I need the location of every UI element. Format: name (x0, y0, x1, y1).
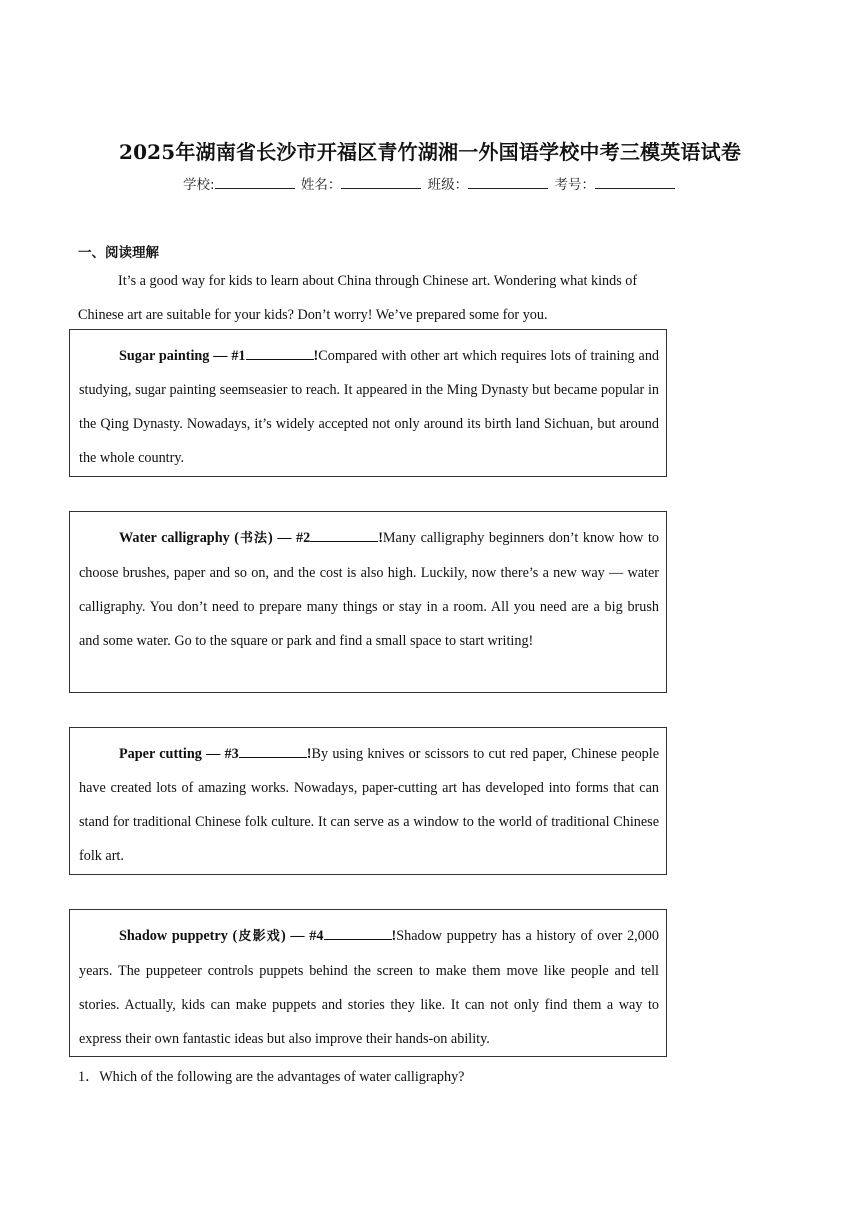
passage-heading: Sugar painting — #1 (119, 348, 246, 364)
exclamation-mark: ! (391, 928, 397, 944)
passage-heading-tail: ) — #2 (267, 530, 311, 546)
student-info-line (0, 173, 860, 193)
school-label: 学校: (183, 177, 215, 193)
name-label: 姓名： (300, 177, 342, 193)
passage-body: Many calligraphy beginners don’t know how to choose brushes, paper and so on, and the cost is also high. Luckily, now there’s a new way — water calligraphy. You don’t need to prepare many things or stay in a room. All you need are a big brush and some water. Go to the square or park and find a small space to start writing! (79, 530, 659, 649)
passage-body: Shadow puppetry has a history of over 2,000 years. The puppeteer controls puppets behind the screen to make them move like people and tell stories. Actually, kids can make puppets and stories they like. It can not only find them a way to express their own fantastic ideas but also improve their hands-on ability. (79, 928, 659, 1047)
page-title: 2025年湖南省长沙市开福区青竹湖湘一外国语学校中考三模英语试卷 (118, 140, 742, 164)
passage-box-sugar-painting (69, 329, 667, 477)
exclamation-mark: ! (313, 348, 319, 364)
passage-paragraph (79, 339, 659, 475)
exclamation-mark: ! (378, 530, 383, 546)
section-heading: 一、阅读理解 (78, 245, 159, 261)
passage-paragraph (79, 737, 659, 873)
passage-heading-tail: ) — #4 (280, 928, 324, 944)
name-blank[interactable] (341, 175, 421, 189)
intro-paragraph (78, 264, 678, 332)
exam-number-blank[interactable] (595, 175, 675, 189)
passage-heading-chinese: 书法 (238, 531, 268, 546)
class-blank[interactable] (468, 175, 548, 189)
intro-text: It’s a good way for kids to learn about China through Chinese art. Wondering what kinds of Chinese art are suitable for your kids? Don’t worry! We’ve prepared some for you. (78, 273, 638, 323)
passage-heading: Water calligraphy ( (119, 530, 239, 546)
answer-blank-4[interactable] (324, 927, 392, 940)
passage-body: By using knives or scissors to cut red paper, Chinese people have created lots of amazing works. Nowadays, paper-cutting art has developed into forms that can stand for traditional Chinese folk culture. It can serve as a window to the world of traditional Chinese folk art. (79, 746, 659, 864)
passage-box-shadow-puppetry (69, 909, 667, 1057)
answer-blank-2[interactable] (310, 529, 378, 542)
class-label: 班级： (427, 177, 469, 193)
passage-box-water-calligraphy (69, 511, 667, 693)
passage-heading-chinese: 皮影戏 (237, 929, 281, 944)
exam-number-label: 考号： (554, 177, 595, 193)
passage-body: Compared with other art which requires lots of training and studying, sugar painting seemseasier to reach. It appeared in the Ming Dynasty but became popular in the Qing Dynasty. Nowadays, it’s widely accepted not only around its birth land Sichuan, but around the whole country. (79, 348, 660, 466)
passage-heading: Shadow puppetry ( (119, 928, 238, 944)
answer-blank-3[interactable] (239, 745, 307, 758)
passage-paragraph (79, 919, 659, 1056)
passage-paragraph (79, 521, 659, 658)
question-1: 1．Which of the following are the advantages of water calligraphy? (78, 1069, 465, 1085)
answer-blank-1[interactable] (246, 347, 314, 360)
school-blank[interactable] (215, 175, 295, 189)
passage-box-paper-cutting (69, 727, 667, 875)
exclamation-mark: ! (306, 746, 312, 762)
passage-heading: Paper cutting — #3 (119, 746, 239, 762)
